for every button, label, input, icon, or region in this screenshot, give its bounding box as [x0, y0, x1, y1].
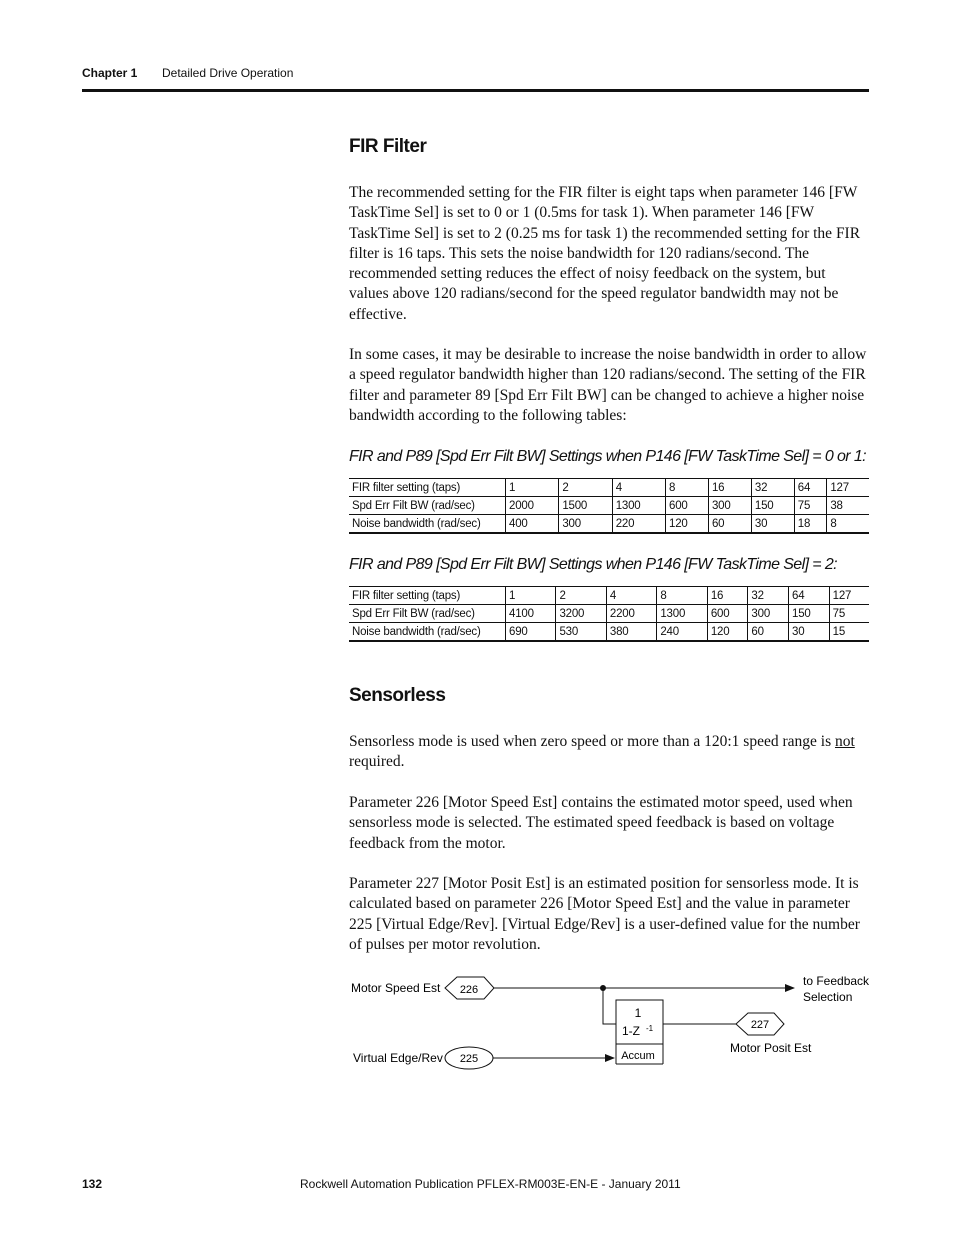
row-header-cell: FIR filter setting (taps) [349, 479, 506, 497]
accum-label: Accum [621, 1050, 655, 1062]
fir-settings-table-2 [349, 586, 869, 642]
table-cell: 8 [666, 479, 709, 497]
feedback-label-line2: Selection [803, 990, 853, 1004]
table-cell: 16 [707, 587, 748, 605]
table-cell: 150 [751, 497, 794, 515]
table-cell: 2200 [606, 605, 656, 623]
table-cell: 127 [827, 479, 869, 497]
table-cell: 380 [606, 623, 656, 642]
table-cell: 300 [748, 605, 789, 623]
table-cell: 30 [789, 623, 830, 642]
table-cell: 120 [666, 515, 709, 534]
accum-exponent: -1 [646, 1024, 654, 1033]
table-cell: 64 [789, 587, 830, 605]
table-row [349, 497, 869, 515]
table-cell: 300 [708, 497, 751, 515]
table-cell: 400 [506, 515, 559, 534]
table-cell: 75 [794, 497, 827, 515]
sensorless-paragraph-3: Parameter 227 [Motor Posit Est] is an estimated position for sensorless mode. It is calculated based on parameter 226 [Motor Speed Est] and the value in parameter 225 [Virtual Edge/Rev]. [Virtual Edge/Rev] is a user-defined value for the number of pulses per motor revolution. [349, 875, 860, 953]
publication-info: Rockwell Automation Publication PFLEX-RM003E-EN-E - January 2011 [300, 1177, 681, 1191]
table-cell: 4 [606, 587, 656, 605]
table-row [349, 479, 869, 497]
sensorless-block-diagram [340, 965, 880, 1075]
table-cell: 2 [556, 587, 606, 605]
table-cell: 150 [789, 605, 830, 623]
table-cell: 60 [748, 623, 789, 642]
accum-denominator: 1-Z [622, 1024, 640, 1038]
table-cell: 600 [666, 497, 709, 515]
table-row [349, 587, 869, 605]
table-cell: 1 [506, 587, 556, 605]
table-row [349, 623, 869, 642]
table-cell: 32 [748, 587, 789, 605]
table-cell: 16 [708, 479, 751, 497]
table-cell: 1300 [657, 605, 707, 623]
row-header-cell: Spd Err Filt BW (rad/sec) [349, 605, 506, 623]
header-rule [82, 89, 869, 92]
fir-paragraph-1: The recommended setting for the FIR filter is eight taps when parameter 146 [FW TaskTime Sel] is set to 0 or 1 (0.5ms for task 1). When parameter 146 [FW TaskTime Sel] is set to 2 (0.25 ms for task 1) the recommended setting for the FIR filter is 16 taps. This sets the noise bandwidth for 120 radians/second. The recommended setting reduces the effect of noisy feedback on the system, but values above 120 radians/second for the speed regulator bandwidth may not be effective. [349, 184, 861, 323]
param-226-number: 226 [459, 984, 479, 996]
table-cell: 127 [829, 587, 869, 605]
table-cell: 600 [707, 605, 748, 623]
table-cell: 15 [829, 623, 869, 642]
table-cell: 32 [751, 479, 794, 497]
sensorless-paragraph-1 [349, 732, 869, 773]
table-cell: 60 [708, 515, 751, 534]
row-header-cell: Noise bandwidth (rad/sec) [349, 515, 506, 534]
accum-numerator: 1 [634, 1006, 642, 1020]
row-header-cell: Spd Err Filt BW (rad/sec) [349, 497, 506, 515]
chapter-label: Chapter 1 [82, 66, 138, 80]
fir-paragraph-2: In some cases, it may be desirable to increase the noise bandwidth in order to allow a speed regulator bandwidth higher than 120 radians/second. The setting of the FIR filter and parameter 89 [Spd Err Filt BW] can be changed to achieve a higher noise bandwidth according to the following tables: [349, 346, 867, 424]
page-number: 132 [82, 1177, 103, 1191]
table-cell: 300 [559, 515, 612, 534]
table-cell: 240 [657, 623, 707, 642]
fir-settings-table-1 [349, 478, 869, 534]
table-cell: 8 [827, 515, 869, 534]
table-cell: 1 [506, 479, 559, 497]
emphasis-not: not [834, 733, 855, 750]
table-cell: 1300 [612, 497, 665, 515]
motor-posit-label: Motor Posit Est [730, 1041, 812, 1055]
table1-caption: FIR and P89 [Spd Err Filt BW] Settings when P146 [FW TaskTime Sel] = 0 or 1: [349, 448, 867, 465]
table-cell: 30 [751, 515, 794, 534]
motor-speed-label: Motor Speed Est [351, 981, 441, 995]
param-225-number: 225 [459, 1053, 479, 1065]
table-cell: 220 [612, 515, 665, 534]
section-label: Detailed Drive Operation [162, 66, 294, 80]
table-cell: 64 [794, 479, 827, 497]
table-cell: 690 [506, 623, 556, 642]
table-row [349, 605, 869, 623]
table-cell: 8 [657, 587, 707, 605]
feedback-label-line1: to Feedback [803, 974, 870, 988]
table-cell: 2000 [506, 497, 559, 515]
fir-heading: FIR Filter [349, 136, 427, 157]
sensorless-heading: Sensorless [349, 685, 446, 706]
table-cell: 75 [829, 605, 869, 623]
sensorless-paragraph-1-text: Sensorless mode is used when zero speed or more than a 120:1 speed range is [349, 733, 835, 750]
table-cell: 38 [827, 497, 869, 515]
table-cell: 530 [556, 623, 606, 642]
table-cell: 120 [707, 623, 748, 642]
table-cell: 4100 [506, 605, 556, 623]
row-header-cell: FIR filter setting (taps) [349, 587, 506, 605]
sensorless-paragraph-2: Parameter 226 [Motor Speed Est] contains the estimated motor speed, used when sensorless mode is selected. The estimated speed feedback is based on voltage feedback from the motor. [349, 794, 853, 852]
table-cell: 3200 [556, 605, 606, 623]
param-227-number: 227 [750, 1019, 770, 1031]
table-cell: 18 [794, 515, 827, 534]
table-cell: 2 [559, 479, 612, 497]
page-header [82, 66, 294, 81]
sensorless-paragraph-1-end: required. [349, 753, 405, 771]
table-cell: 1500 [559, 497, 612, 515]
table-cell: 4 [612, 479, 665, 497]
table2-caption: FIR and P89 [Spd Err Filt BW] Settings when P146 [FW TaskTime Sel] = 2: [349, 556, 837, 573]
row-header-cell: Noise bandwidth (rad/sec) [349, 623, 506, 642]
virtual-edge-label: Virtual Edge/Rev [353, 1051, 443, 1065]
speed-branch-line [603, 988, 616, 1024]
table-row [349, 515, 869, 534]
